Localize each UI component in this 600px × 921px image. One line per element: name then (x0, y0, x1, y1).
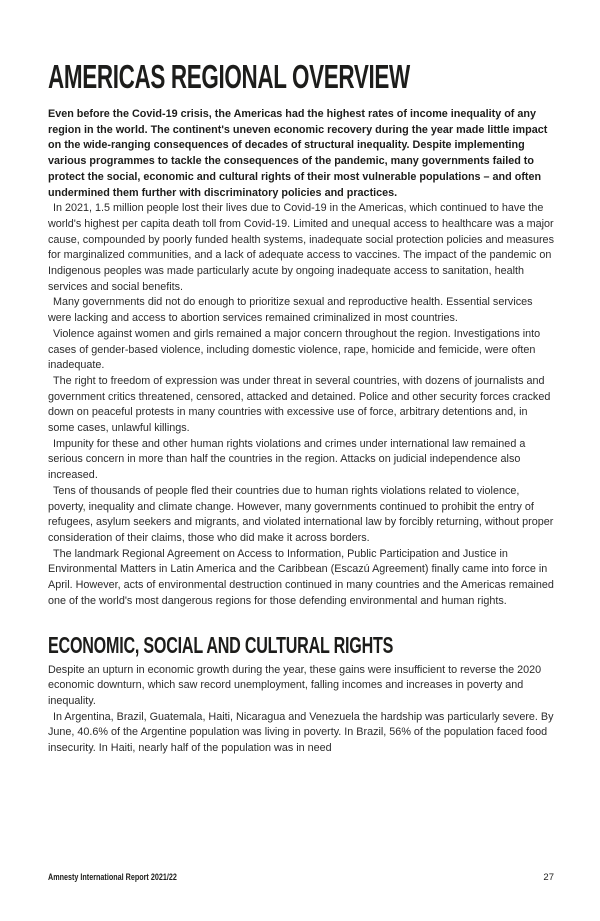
page-footer (48, 872, 554, 883)
footer-report-title: Amnesty International Report 2021/22 (48, 872, 177, 882)
paragraph: Many governments did not do enough to prioritize sexual and reproductive health. Essential services were lacking and access to abortion services remained criminalized in most countries. (48, 296, 533, 325)
paragraph: Impunity for these and other human rights violations and crimes under international law remained a serious concern in more than half the countries in the region. Attacks on judicial independence also increased. (48, 437, 526, 482)
page-title: AMERICAS REGIONAL OVERVIEW (48, 58, 410, 95)
paragraph: Despite an upturn in economic growth during the year, these gains were insufficient to reverse the 2020 economic downturn, which saw record unemployment, falling incomes and increases in poverty and inequality. (48, 663, 542, 707)
paragraph: The right to freedom of expression was under threat in several countries, with dozens of journalists and government critics threatened, censored, attacked and detained. Police and other security forces cracked down on peaceful protests in many countries with excessive use of force, arbitrary detentions and, in some cases, unlawful killings. (48, 374, 551, 435)
page-content (48, 0, 554, 757)
paragraph: In Argentina, Brazil, Guatemala, Haiti, Nicaragua and Venezuela the hardship was particularly severe. By June, 40.6% of the Argentine population was living in poverty. In Brazil, 56% of the population faced food insecurity. In Haiti, nearly half of the population was in need (48, 710, 554, 755)
paragraph: Tens of thousands of people fled their countries due to human rights violations related to violence, poverty, inequality and climate change. However, many governments continued to prohibit the entry of refugees, asylum seekers and migrants, and violated international law by forcibly returning, without proper consideration of their claims, those who did make it across borders. (48, 484, 554, 544)
paragraph: In 2021, 1.5 million people lost their lives due to Covid-19 in the Americas, which continued to have the world's highest per capita death toll from Covid-19. Limited and unequal access to healthcare was a major cause, compounded by poorly funded health systems, inadequate social protection policies and measures for marginalized communities, and a lack of adequate access to vaccines. The impact of the pandemic on Indigenous peoples was made particularly acute by ongoing inadequate access to sanitation, health services and social benefits. (48, 202, 554, 293)
page-number: 27 (543, 872, 554, 883)
section-heading-economic-social-cultural-rights: ECONOMIC, SOCIAL AND CULTURAL RIGHTS (48, 631, 394, 658)
paragraph: The landmark Regional Agreement on Access to Information, Public Participation and Justice in Environmental Matters in Latin America and the Caribbean (Escazú Agreement) finally came into force in April. However, acts of environmental destruction continued in many countries and the Americas remained one of the world's most dangerous regions for those defending environmental and human rights. (48, 547, 554, 607)
standfirst-paragraph: Even before the Covid-19 crisis, the Americas had the highest rates of income inequality of any region in the world. The continent's uneven economic recovery during the year made little impact on the wide-ranging consequences of decades of structural inequality. Despite implementing various programmes to tackle the consequences of the pandemic, many governments failed to protect the social, economic and cultural rights of their most vulnerable populations – and often undermined them further with discriminatory policies and practices. (48, 108, 548, 199)
paragraph: Violence against women and girls remained a major concern throughout the region. Investigations into cases of gender-based violence, including domestic violence, rape, homicide and femicide, were often inadequate. (48, 327, 541, 372)
